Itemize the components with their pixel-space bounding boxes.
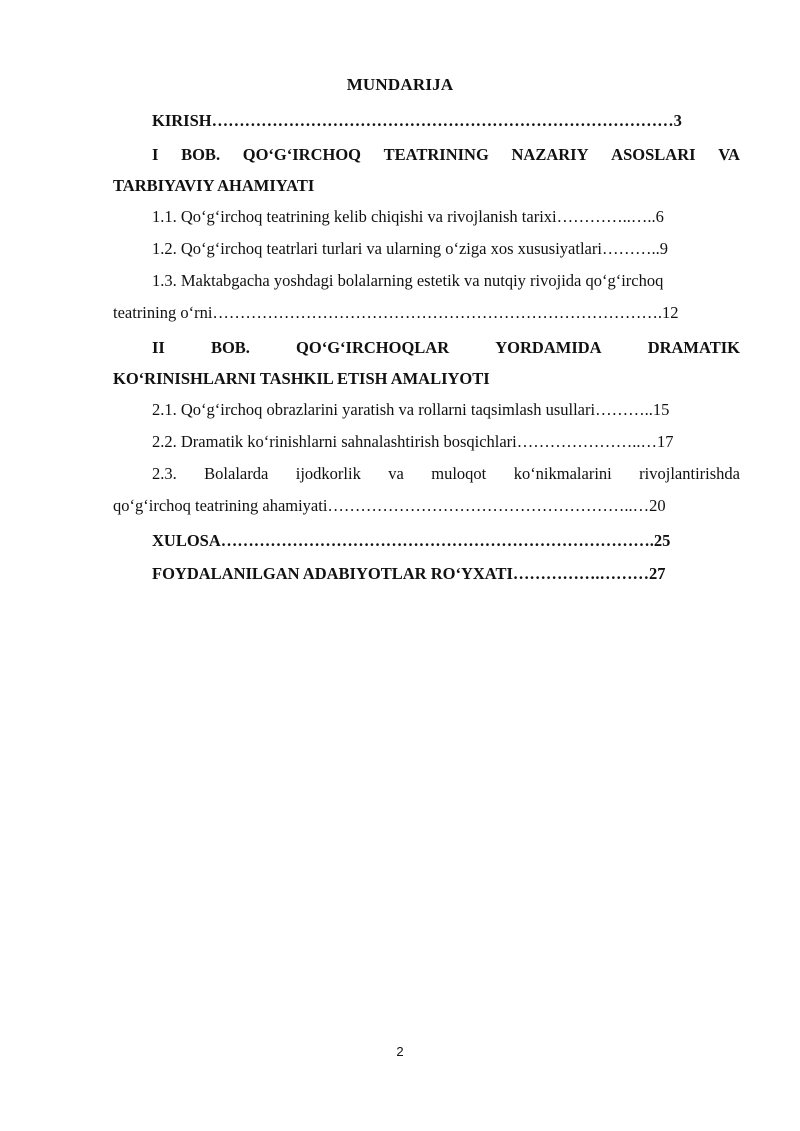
toc-entry-1-2: 1.2. Qo‘g‘irchoq teatrlari turlari va ularning o‘ziga xos xususiyatlari………..9 bbox=[152, 239, 668, 258]
toc-word: II bbox=[152, 338, 165, 357]
toc-word: va bbox=[388, 464, 404, 483]
toc-word: VA bbox=[718, 145, 740, 164]
toc-word: YORDAMIDA bbox=[495, 338, 602, 357]
toc-word: TEATRINING bbox=[383, 145, 489, 164]
toc-entry-1-1: 1.1. Qo‘g‘irchoq teatrining kelib chiqishi va rivojlanish tarixi…………..…..6 bbox=[152, 207, 664, 226]
toc-word: Bolalarda bbox=[204, 464, 269, 483]
toc-chapter-2-line-1 bbox=[152, 338, 740, 358]
toc-entry-2-2: 2.2. Dramatik ko‘rinishlarni sahnalashtirish bosqichlari…………………..…17 bbox=[152, 432, 674, 451]
toc-word: QO‘G‘IRCHOQ bbox=[242, 145, 361, 164]
page-title: MUNDARIJA bbox=[346, 75, 454, 94]
toc-word: 2.3. bbox=[152, 464, 177, 483]
toc-chapter-1-line-1 bbox=[152, 145, 740, 165]
toc-entry-2-3-line-1 bbox=[152, 464, 740, 484]
toc-word: BOB. bbox=[210, 338, 250, 357]
toc-entry-foydalanilgan-adabiyotlar: FOYDALANILGAN ADABIYOTLAR RO‘YXATI…………….………27 bbox=[152, 564, 666, 583]
toc-word: BOB. bbox=[181, 145, 221, 164]
toc-chapter-1-line-2: TARBIYAVIY AHAMIYATI bbox=[113, 176, 315, 195]
toc-word: muloqot bbox=[431, 464, 487, 483]
toc-word: ASOSLARI bbox=[611, 145, 696, 164]
toc-word: NAZARIY bbox=[511, 145, 589, 164]
toc-entry-1-3-line-2: teatrining o‘rni……………………………………………………………………….12 bbox=[113, 303, 679, 322]
toc-entry-xulosa: XULOSA…………………………………………………………………….25 bbox=[152, 531, 671, 550]
toc-word: rivojlantirishda bbox=[639, 464, 740, 483]
toc-word: QO‘G‘IRCHOQLAR bbox=[296, 338, 450, 357]
toc-entry-kirish: KIRISH…………………………………………………………………………3 bbox=[152, 111, 682, 130]
toc-word: DRAMATIK bbox=[647, 338, 740, 357]
toc-word: I bbox=[152, 145, 159, 164]
toc-entry-1-3-line-1: 1.3. Maktabgacha yoshdagi bolalarning estetik va nutqiy rivojida qo‘g‘irchoq bbox=[152, 271, 664, 290]
page-number: 2 bbox=[396, 1044, 404, 1059]
toc-word: ko‘nikmalarini bbox=[513, 464, 612, 483]
toc-chapter-2-line-2: KO‘RINISHLARNI TASHKIL ETISH AMALIYOTI bbox=[113, 369, 490, 388]
toc-word: ijodkorlik bbox=[295, 464, 361, 483]
toc-entry-2-1: 2.1. Qo‘g‘irchoq obrazlarini yaratish va rollarni taqsimlash usullari………..15 bbox=[152, 400, 670, 419]
toc-entry-2-3-line-2: qo‘g‘irchoq teatrining ahamiyati………………………………………………..…20 bbox=[113, 496, 666, 515]
